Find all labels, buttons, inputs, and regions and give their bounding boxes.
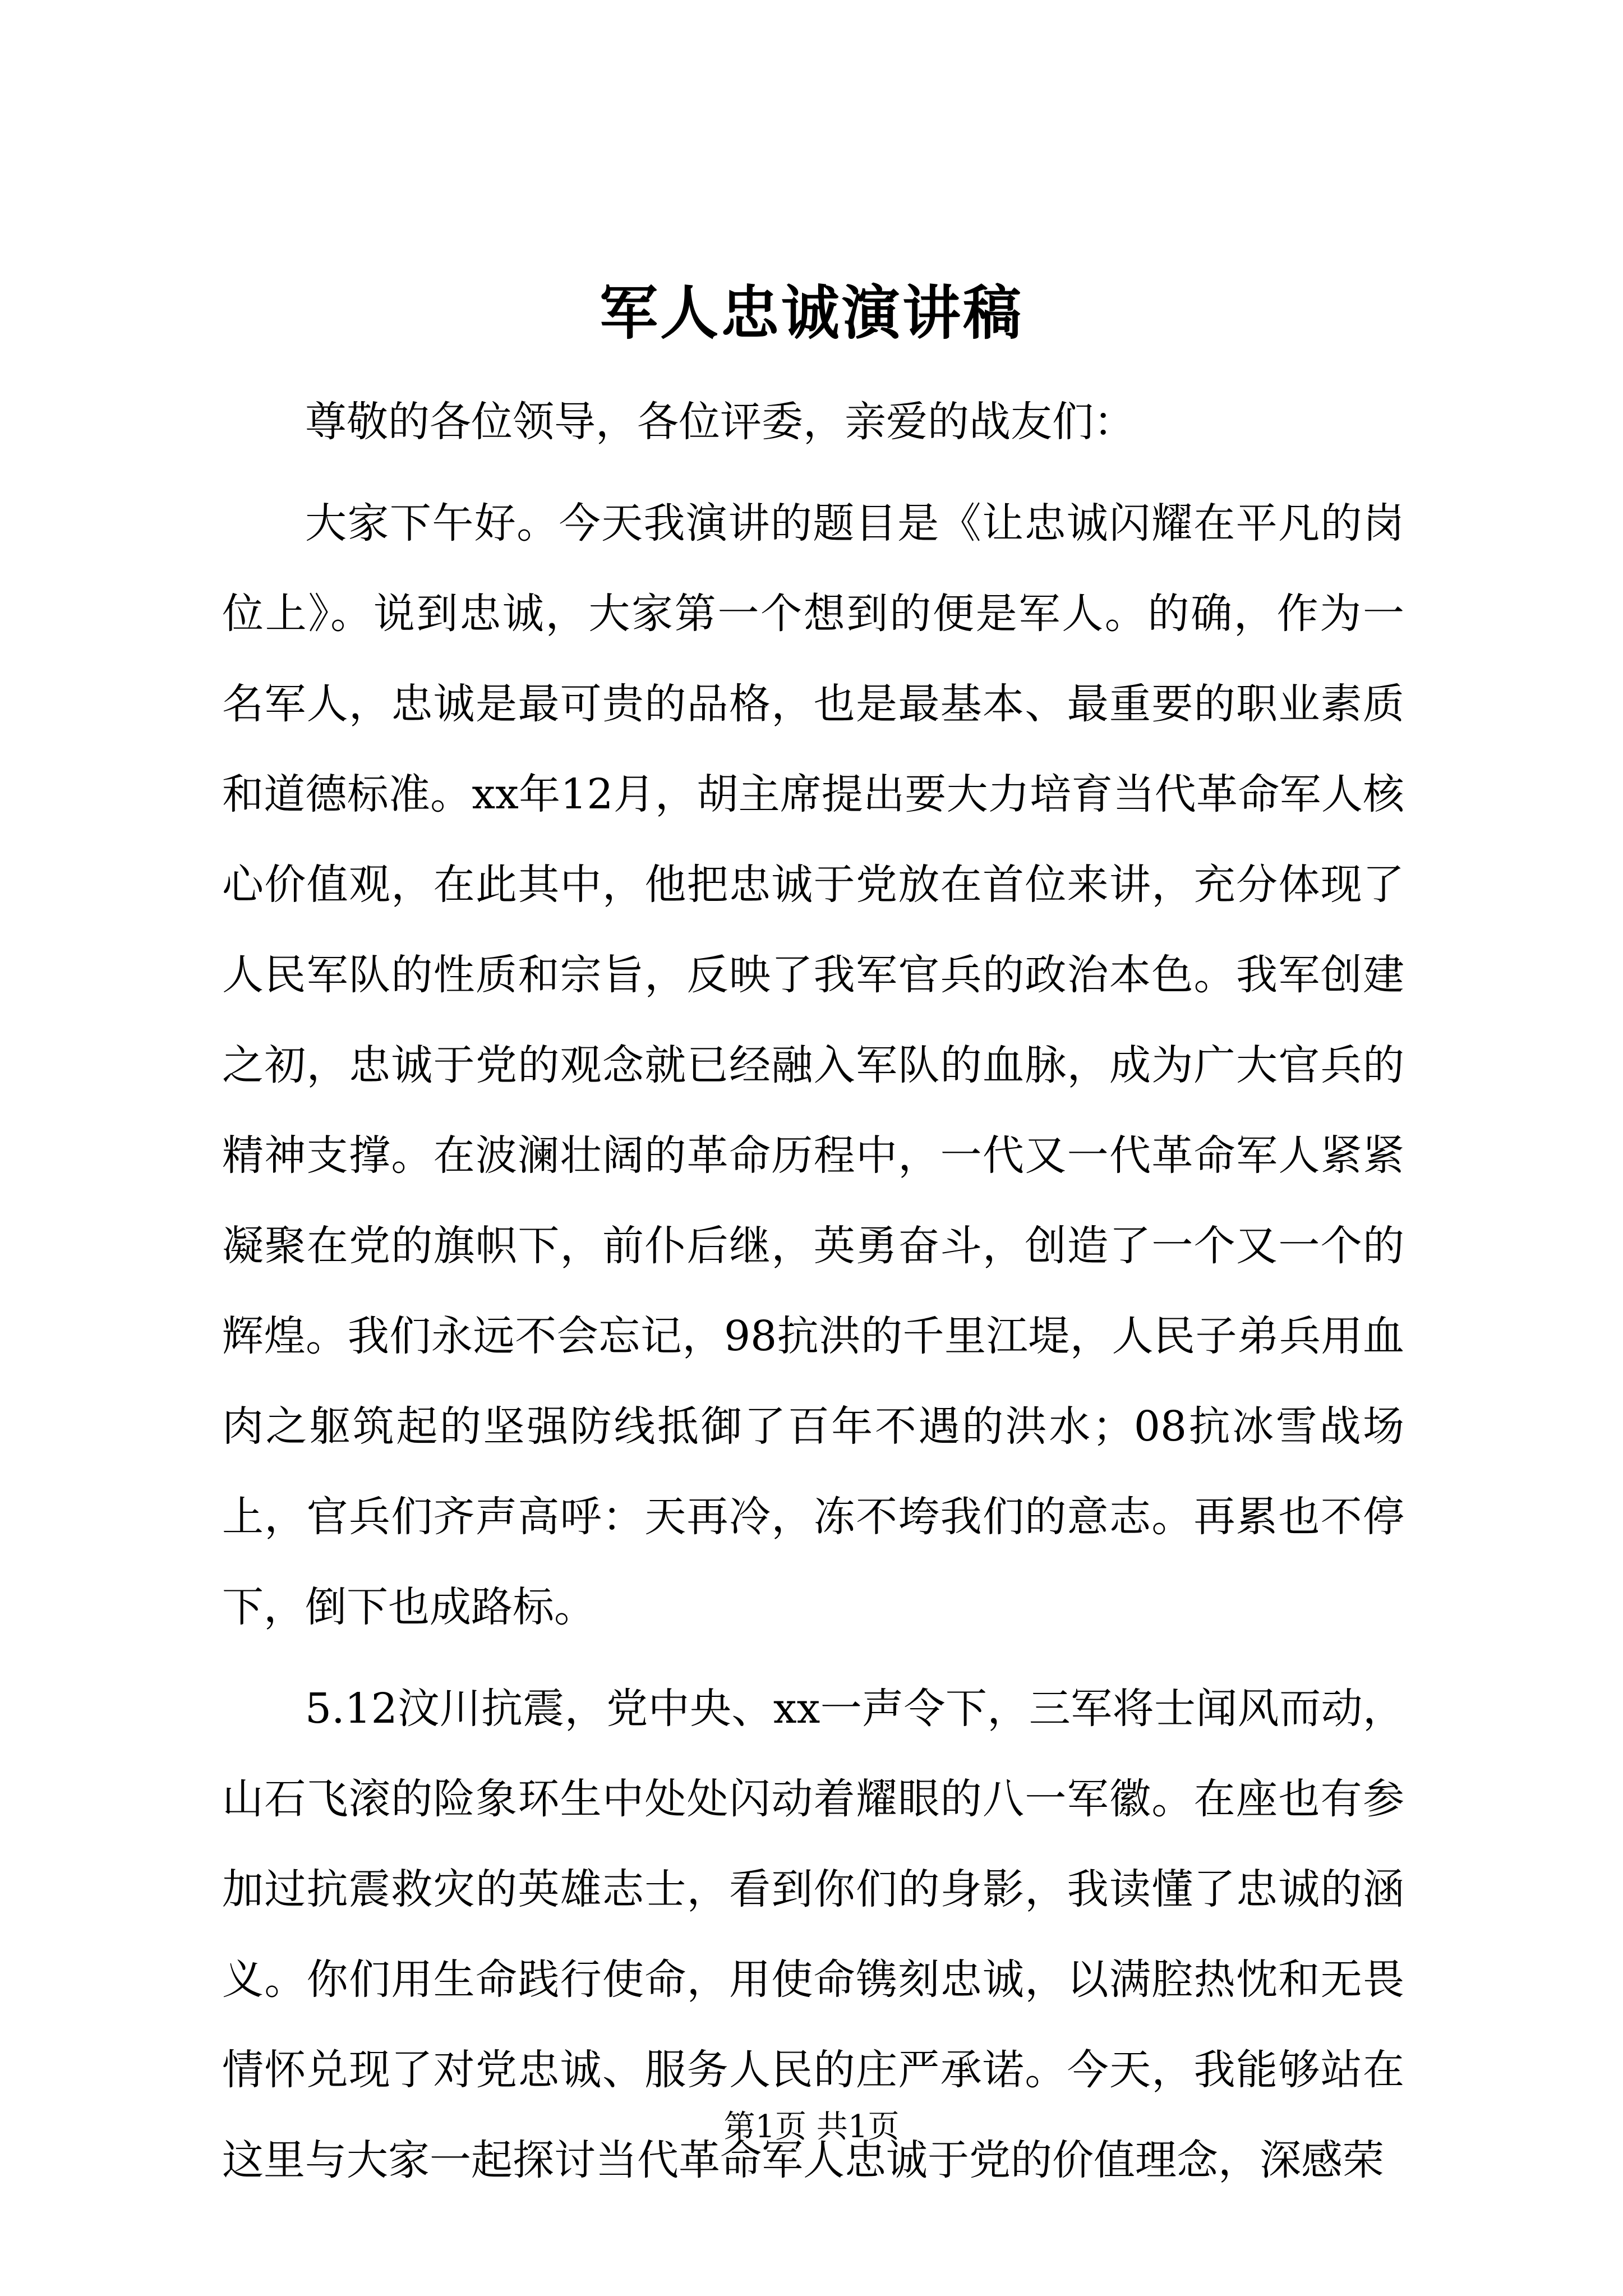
paragraph-salutation: 尊敬的各位领导，各位评委，亲爱的战友们：	[305, 398, 1135, 446]
page-footer: 第1页 共1页	[723, 2109, 900, 2145]
paragraph-body-2: 5.12汶川抗震，党中央、xx一声令下，三军将士闻风而动，山石飞滚的险象环生中处处闪动着耀眼的八一军徽。在座也有参加过抗震救灾的英雄志士，看到你们的身影，我读懂了忠诚的涵义。你们用生命践行使命，用使命镌刻忠诚，以满腔热忱和无畏情怀兑现了对党忠诚、服务人民的庄严承诺。今天，我能够站在这里与大家一起探讨当代革命军人忠诚于党的价值理念，深感荣	[222, 1685, 1404, 2184]
paragraph-body-1: 大家下午好。今天我演讲的题目是《让忠诚闪耀在平凡的岗位上》。说到忠诚，大家第一个想到的便是军人。的确，作为一名军人，忠诚是最可贵的品格，也是最基本、最重要的职业素质和道德标准。xx年12月，胡主席提出要大力培育当代革命军人核心价值观，在此其中，他把忠诚于党放在首位来讲，充分体现了人民军队的性质和宗旨，反映了我军官兵的政治本色。我军创建之初，忠诚于党的观念就已经融入军队的血脉，成为广大官兵的精神支撑。在波澜壮阔的革命历程中，一代又一代革命军人紧紧凝聚在党的旗帜下，前仆后继，英勇奋斗，创造了一个又一个的辉煌。我们永远不会忘记，98抗洪的千里江堤，人民子弟兵用血肉之躯筑起的坚强防线抵御了百年不遇的洪水；08抗冰雪战场上，官兵们齐声高呼：天再冷，冻不垮我们的意志。再累也不停下，倒下也成路标。	[222, 499, 1404, 1631]
document-title: 军人忠诚演讲稿	[599, 278, 1023, 347]
document-body	[222, 377, 1404, 2217]
